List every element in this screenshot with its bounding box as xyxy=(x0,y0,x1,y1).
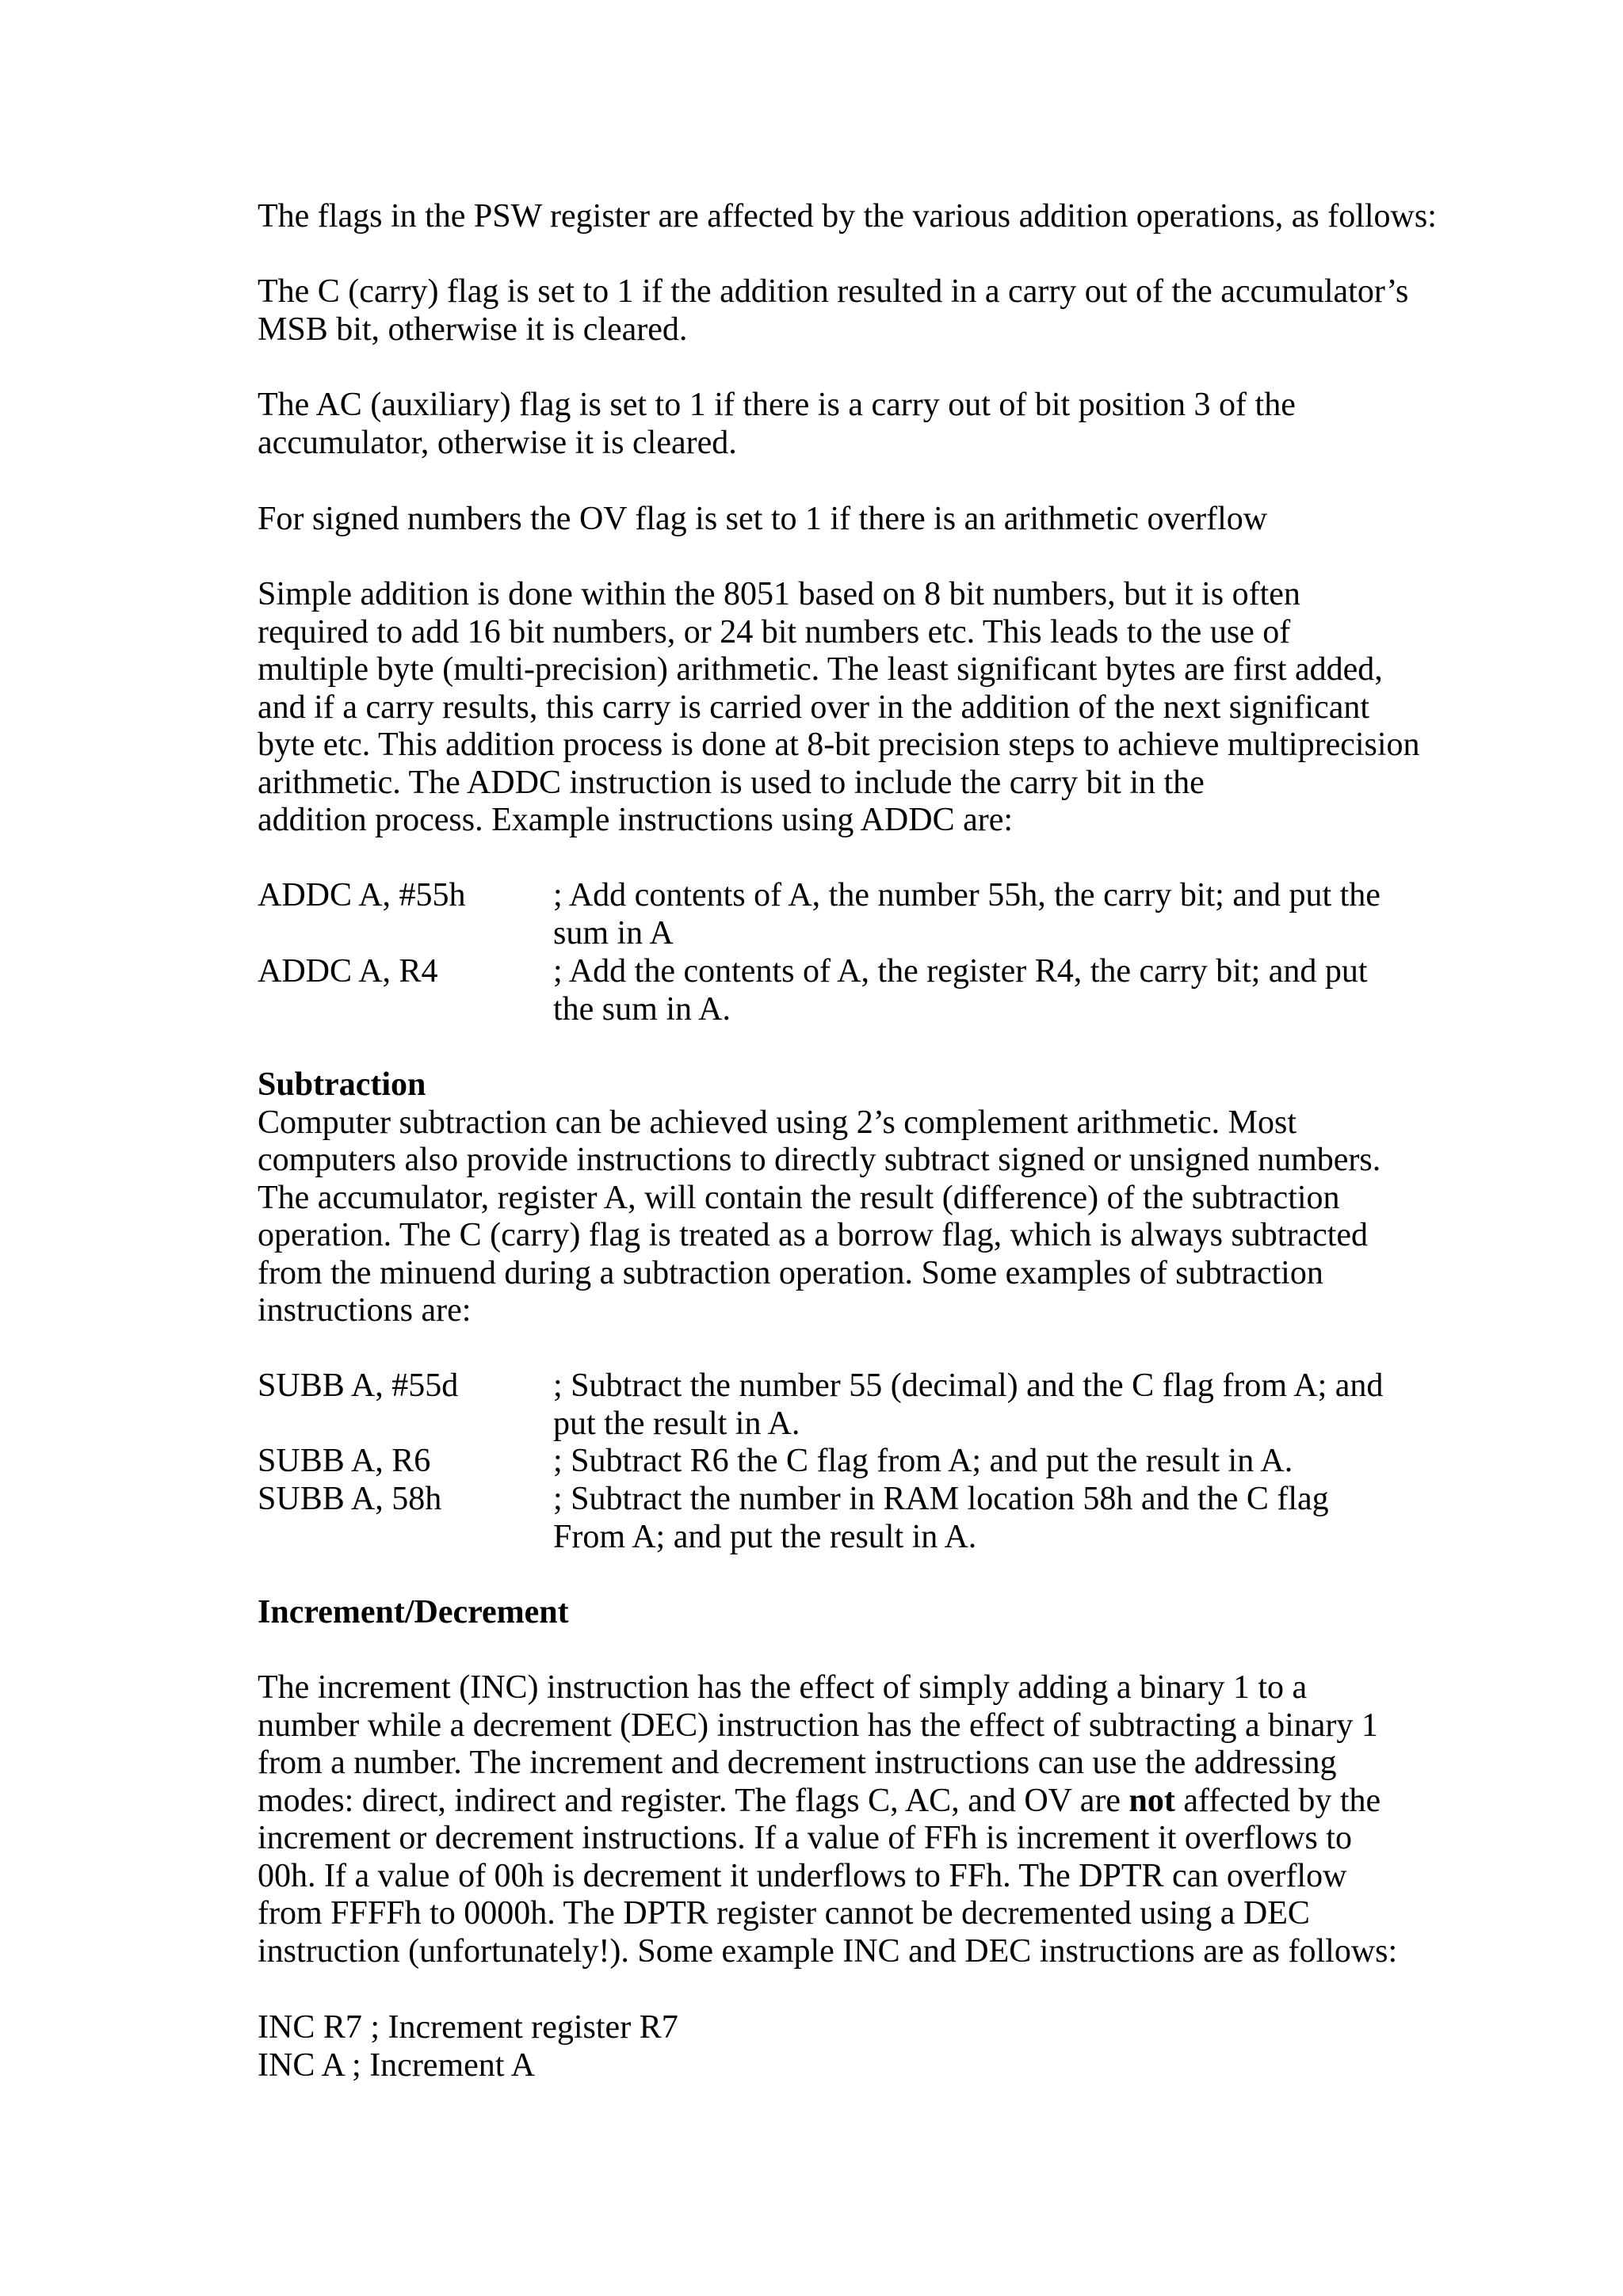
inc-example-line: INC R7 ; Increment register R7 xyxy=(258,2009,678,2046)
instruction-mnemonic: ADDC A, R4 xyxy=(258,953,438,990)
psw-intro-block xyxy=(258,198,1526,236)
psw-intro-paragraph: The flags in the PSW register are affected by the various addition operations, as follows: xyxy=(258,198,1437,235)
instruction-mnemonic: SUBB A, 58h xyxy=(258,1481,442,1517)
incdec-emphasis: not xyxy=(1128,1782,1175,1819)
instruction-comment: ; Subtract R6 the C flag from A; and put the result in A. xyxy=(553,1443,1293,1479)
inc-example-line: INC A ; Increment A xyxy=(258,2047,535,2084)
instruction-mnemonic: SUBB A, #55d xyxy=(258,1367,459,1404)
multiprecision-paragraph: Simple addition is done within the 8051 based on 8 bit numbers, but it is often required to add 16 bit numbers, or 24 bit numbers etc. This leads to the use of multiple byte (multi-precision) arithmetic. The least significant bytes are first added, and if a carry results, this carry is carried over in the addition of the next significant byte etc. This addition process is done at 8-bit precision steps to achieve multiprecision arithmetic. The ADDC instruction is used to include the carry bit in the addition process. Example instructions using ADDC are: xyxy=(258,576,1420,838)
subtraction-paragraph: Computer subtraction can be achieved using 2’s complement arithmetic. Most computers also provide instructions to directly subtract signed or unsigned numbers. The accumulator, register A, will contain the result (difference) of the subtraction operation. The C (carry) flag is treated as a borrow flag, which is always subtracted from the minuend during a subtraction operation. Some examples of subtraction instructions are: xyxy=(258,1104,1381,1329)
instruction-comment: ; Subtract the number 55 (decimal) and the C flag from A; and put the result in A. xyxy=(553,1367,1384,1442)
instruction-mnemonic: SUBB A, R6 xyxy=(258,1443,431,1479)
incdec-heading-block xyxy=(258,1594,1526,1632)
carry-flag-block xyxy=(258,273,1526,349)
incdec-heading: Increment/Decrement xyxy=(258,1594,569,1630)
instruction-comment: ; Add the contents of A, the register R4, the carry bit; and put the sum in A. xyxy=(553,953,1368,1028)
ac-flag-block xyxy=(258,387,1526,462)
instruction-mnemonic: ADDC A, #55h xyxy=(258,877,466,913)
subtraction-section xyxy=(258,1066,1526,1330)
incdec-body-block xyxy=(258,1669,1526,1970)
carry-flag-paragraph: The C (carry) flag is set to 1 if the addition resulted in a carry out of the accumulator’s MSB bit, otherwise it is cleared. xyxy=(258,273,1409,348)
inc-example-1 xyxy=(258,2009,1526,2047)
subtraction-heading: Subtraction xyxy=(258,1066,426,1103)
ov-flag-paragraph: For signed numbers the OV flag is set to 1 if there is an arithmetic overflow xyxy=(258,501,1268,537)
incdec-paragraph xyxy=(258,1669,1526,1970)
ov-flag-block xyxy=(258,501,1526,539)
instruction-comment: ; Add contents of A, the number 55h, the carry bit; and put the sum in A xyxy=(553,877,1381,952)
inc-example-2 xyxy=(258,2047,1526,2085)
ac-flag-paragraph: The AC (auxiliary) flag is set to 1 if there is a carry out of bit position 3 of the accumulator, otherwise it is cleared. xyxy=(258,387,1296,461)
incdec-text-before: The increment (INC) instruction has the effect of simply adding a binary 1 to a number while a decrement (DEC) instruction has the effect of subtracting a binary 1 from a number. The increment and decrement instructions can use the addressing modes: direct, indirect and register. The flags C, AC, and OV are xyxy=(258,1669,1378,1819)
instruction-comment: ; Subtract the number in RAM location 58h and the C flag From A; and put the result in A. xyxy=(553,1481,1329,1555)
multiprecision-block xyxy=(258,576,1526,840)
incdec-text-after: affected by the increment or decrement instructions. If a value of FFh is increment it overflows to 00h. If a value of 00h is decrement it underflows to FFh. The DPTR can overflow from FFFFh to 0000h. The DPTR register cannot be decremented using a DEC instruction (unfortunately!). Some example INC and DEC instructions are as follows: xyxy=(258,1782,1398,1970)
